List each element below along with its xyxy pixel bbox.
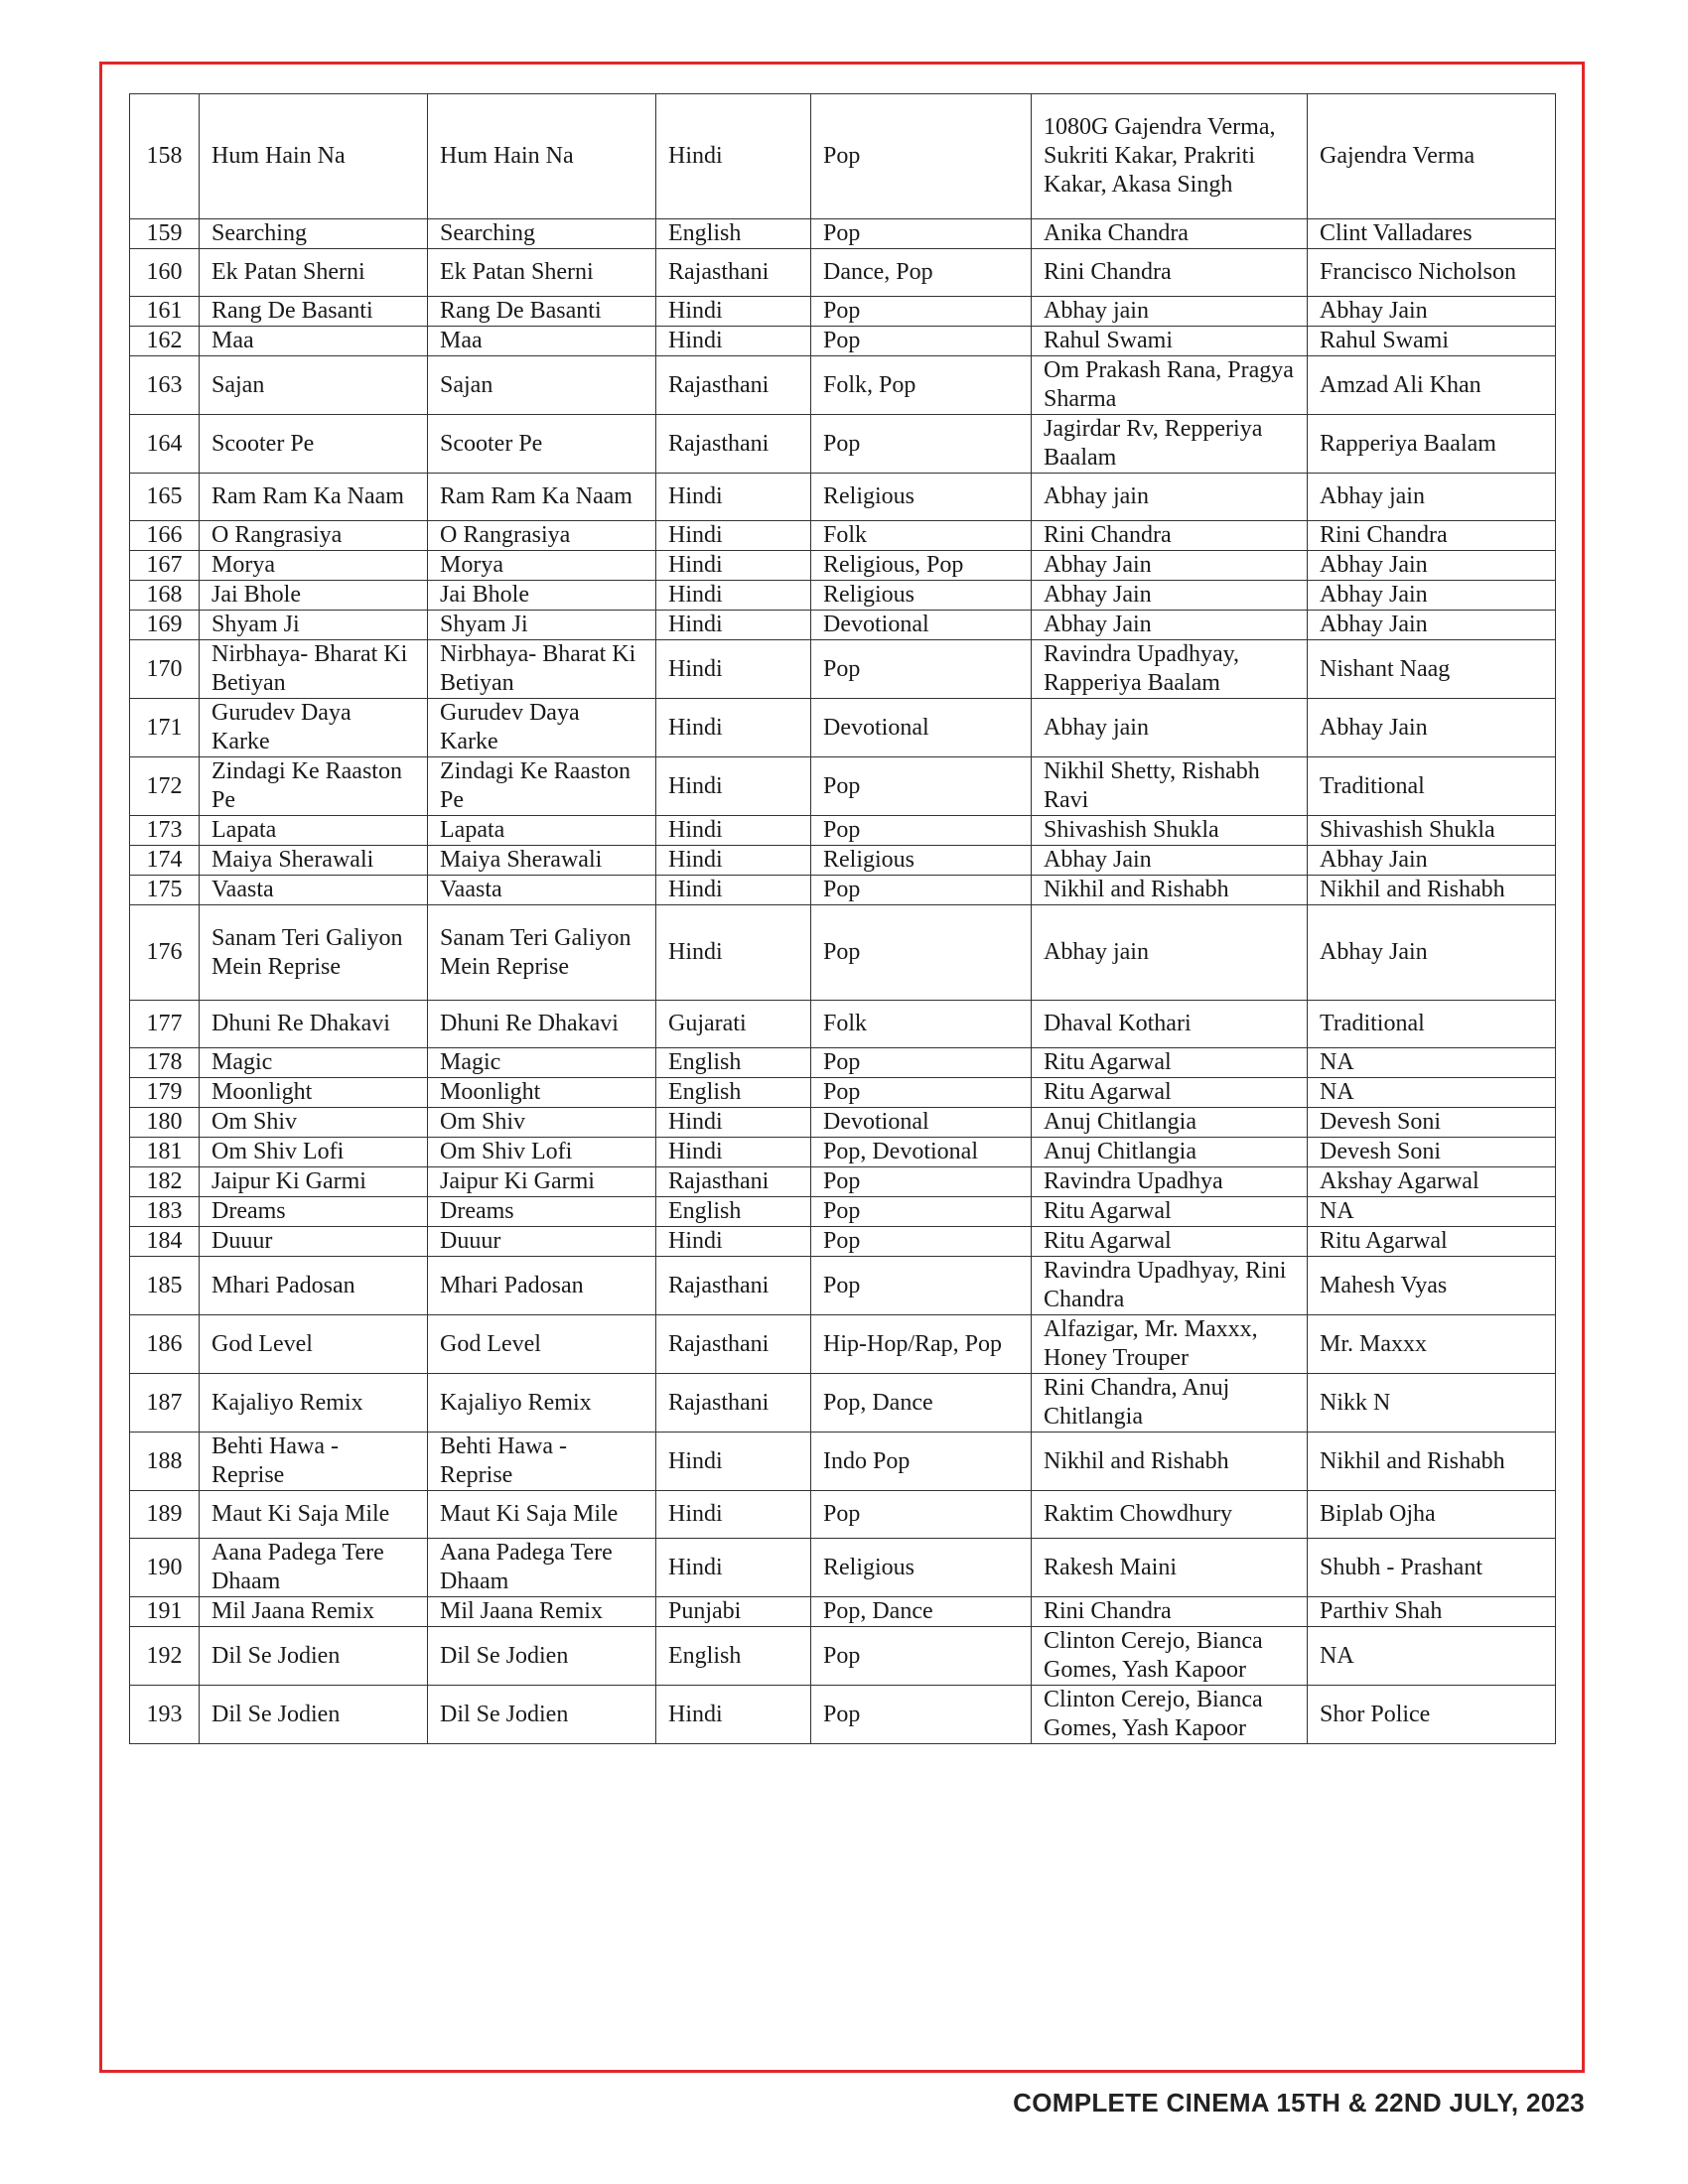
genre-cell: Pop — [811, 1491, 1032, 1539]
serial-number-cell: 188 — [130, 1433, 200, 1491]
serial-number-cell: 175 — [130, 876, 200, 905]
artists-cell: Abhay jain — [1032, 905, 1308, 1001]
table-row — [130, 905, 1556, 1001]
genre-cell: Folk — [811, 521, 1032, 551]
serial-number-cell: 174 — [130, 846, 200, 876]
genre-cell: Pop — [811, 757, 1032, 816]
table-row — [130, 474, 1556, 521]
artists-cell: Ritu Agarwal — [1032, 1078, 1308, 1108]
serial-number-cell: 184 — [130, 1227, 200, 1257]
serial-number-cell: 191 — [130, 1597, 200, 1627]
language-cell: Hindi — [656, 521, 811, 551]
composer-cell: NA — [1308, 1078, 1556, 1108]
artists-cell: Anuj Chitlangia — [1032, 1108, 1308, 1138]
composer-cell: Francisco Nicholson — [1308, 249, 1556, 297]
song-title-cell: Mil Jaana Remix — [200, 1597, 428, 1627]
artists-cell: Raktim Chowdhury — [1032, 1491, 1308, 1539]
artists-cell: Om Prakash Rana, Pragya Sharma — [1032, 356, 1308, 415]
song-title-cell: O Rangrasiya — [200, 521, 428, 551]
artists-cell: Ravindra Upadhya — [1032, 1167, 1308, 1197]
composer-cell: Gajendra Verma — [1308, 94, 1556, 219]
language-cell: Hindi — [656, 551, 811, 581]
artists-cell: Ritu Agarwal — [1032, 1048, 1308, 1078]
genre-cell: Dance, Pop — [811, 249, 1032, 297]
language-cell: Hindi — [656, 1108, 811, 1138]
artists-cell: Ravindra Upadhyay, Rapperiya Baalam — [1032, 640, 1308, 699]
composer-cell: Ritu Agarwal — [1308, 1227, 1556, 1257]
table-row — [130, 1108, 1556, 1138]
composer-cell: Nikhil and Rishabh — [1308, 1433, 1556, 1491]
album-title-cell: Behti Hawa - Reprise — [428, 1433, 656, 1491]
artists-cell: Alfazigar, Mr. Maxxx, Honey Trouper — [1032, 1315, 1308, 1374]
song-title-cell: Om Shiv Lofi — [200, 1138, 428, 1167]
language-cell: Hindi — [656, 611, 811, 640]
composer-cell: Abhay Jain — [1308, 581, 1556, 611]
serial-number-cell: 172 — [130, 757, 200, 816]
composer-cell: Rini Chandra — [1308, 521, 1556, 551]
genre-cell: Pop — [811, 1227, 1032, 1257]
song-title-cell: Kajaliyo Remix — [200, 1374, 428, 1433]
genre-cell: Devotional — [811, 699, 1032, 757]
language-cell: Hindi — [656, 297, 811, 327]
table-row — [130, 1167, 1556, 1197]
serial-number-cell: 160 — [130, 249, 200, 297]
serial-number-cell: 183 — [130, 1197, 200, 1227]
serial-number-cell: 173 — [130, 816, 200, 846]
table-row — [130, 1627, 1556, 1686]
composer-cell: Nikhil and Rishabh — [1308, 876, 1556, 905]
album-title-cell: Sanam Teri Galiyon Mein Reprise — [428, 905, 656, 1001]
table-row — [130, 640, 1556, 699]
composer-cell: Abhay Jain — [1308, 699, 1556, 757]
table-row — [130, 846, 1556, 876]
serial-number-cell: 178 — [130, 1048, 200, 1078]
language-cell: Hindi — [656, 581, 811, 611]
album-title-cell: Duuur — [428, 1227, 656, 1257]
composer-cell: Traditional — [1308, 757, 1556, 816]
song-title-cell: Hum Hain Na — [200, 94, 428, 219]
song-title-cell: Om Shiv — [200, 1108, 428, 1138]
album-title-cell: Hum Hain Na — [428, 94, 656, 219]
song-title-cell: Jai Bhole — [200, 581, 428, 611]
serial-number-cell: 168 — [130, 581, 200, 611]
language-cell: English — [656, 1627, 811, 1686]
artists-cell: 1080G Gajendra Verma, Sukriti Kakar, Prakriti Kakar, Akasa Singh — [1032, 94, 1308, 219]
serial-number-cell: 179 — [130, 1078, 200, 1108]
song-title-cell: Scooter Pe — [200, 415, 428, 474]
table-row — [130, 327, 1556, 356]
artists-cell: Rini Chandra — [1032, 521, 1308, 551]
artists-cell: Abhay jain — [1032, 474, 1308, 521]
composer-cell: Shor Police — [1308, 1686, 1556, 1744]
album-title-cell: Mhari Padosan — [428, 1257, 656, 1315]
composer-cell: Parthiv Shah — [1308, 1597, 1556, 1627]
album-title-cell: Dil Se Jodien — [428, 1627, 656, 1686]
serial-number-cell: 171 — [130, 699, 200, 757]
song-title-cell: Maut Ki Saja Mile — [200, 1491, 428, 1539]
table-row — [130, 1433, 1556, 1491]
song-title-cell: Behti Hawa - Reprise — [200, 1433, 428, 1491]
genre-cell: Religious — [811, 581, 1032, 611]
language-cell: Hindi — [656, 905, 811, 1001]
song-title-cell: Dil Se Jodien — [200, 1686, 428, 1744]
album-title-cell: Jai Bhole — [428, 581, 656, 611]
language-cell: Rajasthani — [656, 1374, 811, 1433]
album-title-cell: Ek Patan Sherni — [428, 249, 656, 297]
composer-cell: Shivashish Shukla — [1308, 816, 1556, 846]
artists-cell: Shivashish Shukla — [1032, 816, 1308, 846]
album-title-cell: Dreams — [428, 1197, 656, 1227]
language-cell: Hindi — [656, 876, 811, 905]
composer-cell: Clint Valladares — [1308, 219, 1556, 249]
language-cell: Hindi — [656, 846, 811, 876]
table-row — [130, 415, 1556, 474]
composer-cell: Mahesh Vyas — [1308, 1257, 1556, 1315]
genre-cell: Pop — [811, 816, 1032, 846]
genre-cell: Pop — [811, 94, 1032, 219]
genre-cell: Hip-Hop/Rap, Pop — [811, 1315, 1032, 1374]
song-title-cell: Sanam Teri Galiyon Mein Reprise — [200, 905, 428, 1001]
song-title-cell: God Level — [200, 1315, 428, 1374]
composer-cell: Akshay Agarwal — [1308, 1167, 1556, 1197]
table-row — [130, 1078, 1556, 1108]
composer-cell: Mr. Maxxx — [1308, 1315, 1556, 1374]
artists-cell: Nikhil and Rishabh — [1032, 876, 1308, 905]
composer-cell: Biplab Ojha — [1308, 1491, 1556, 1539]
album-title-cell: Maa — [428, 327, 656, 356]
table-row — [130, 1197, 1556, 1227]
composer-cell: Rahul Swami — [1308, 327, 1556, 356]
artists-cell: Abhay Jain — [1032, 611, 1308, 640]
artists-cell: Rini Chandra — [1032, 249, 1308, 297]
artists-cell: Ritu Agarwal — [1032, 1227, 1308, 1257]
song-title-cell: Zindagi Ke Raaston Pe — [200, 757, 428, 816]
table-row — [130, 1001, 1556, 1048]
genre-cell: Religious — [811, 1539, 1032, 1597]
table-row — [130, 249, 1556, 297]
table-row — [130, 1491, 1556, 1539]
genre-cell: Pop — [811, 1627, 1032, 1686]
language-cell: Rajasthani — [656, 1315, 811, 1374]
album-title-cell: Scooter Pe — [428, 415, 656, 474]
serial-number-cell: 169 — [130, 611, 200, 640]
language-cell: Hindi — [656, 640, 811, 699]
song-title-cell: Maiya Sherawali — [200, 846, 428, 876]
genre-cell: Folk, Pop — [811, 356, 1032, 415]
genre-cell: Indo Pop — [811, 1433, 1032, 1491]
composer-cell: Abhay Jain — [1308, 611, 1556, 640]
table-row — [130, 581, 1556, 611]
table-row — [130, 94, 1556, 219]
language-cell: Punjabi — [656, 1597, 811, 1627]
serial-number-cell: 164 — [130, 415, 200, 474]
album-title-cell: O Rangrasiya — [428, 521, 656, 551]
language-cell: Hindi — [656, 474, 811, 521]
composer-cell: Abhay jain — [1308, 474, 1556, 521]
song-title-cell: Moonlight — [200, 1078, 428, 1108]
genre-cell: Devotional — [811, 611, 1032, 640]
language-cell: Hindi — [656, 757, 811, 816]
language-cell: Hindi — [656, 1433, 811, 1491]
artists-cell: Anika Chandra — [1032, 219, 1308, 249]
language-cell: Rajasthani — [656, 1257, 811, 1315]
genre-cell: Pop — [811, 876, 1032, 905]
language-cell: English — [656, 1078, 811, 1108]
table-row — [130, 1257, 1556, 1315]
artists-cell: Abhay Jain — [1032, 581, 1308, 611]
album-title-cell: Rang De Basanti — [428, 297, 656, 327]
language-cell: Rajasthani — [656, 415, 811, 474]
genre-cell: Pop, Devotional — [811, 1138, 1032, 1167]
genre-cell: Religious — [811, 474, 1032, 521]
serial-number-cell: 181 — [130, 1138, 200, 1167]
album-title-cell: Aana Padega Tere Dhaam — [428, 1539, 656, 1597]
song-title-cell: Lapata — [200, 816, 428, 846]
artists-cell: Rakesh Maini — [1032, 1539, 1308, 1597]
song-title-cell: Maa — [200, 327, 428, 356]
song-title-cell: Dil Se Jodien — [200, 1627, 428, 1686]
table-row — [130, 816, 1556, 846]
composer-cell: Traditional — [1308, 1001, 1556, 1048]
album-title-cell: Om Shiv — [428, 1108, 656, 1138]
serial-number-cell: 176 — [130, 905, 200, 1001]
artists-cell: Clinton Cerejo, Bianca Gomes, Yash Kapoor — [1032, 1627, 1308, 1686]
album-title-cell: Ram Ram Ka Naam — [428, 474, 656, 521]
artists-cell: Nikhil and Rishabh — [1032, 1433, 1308, 1491]
table-row — [130, 1686, 1556, 1744]
genre-cell: Pop — [811, 415, 1032, 474]
genre-cell: Pop, Dance — [811, 1597, 1032, 1627]
album-title-cell: Sajan — [428, 356, 656, 415]
song-title-cell: Dhuni Re Dhakavi — [200, 1001, 428, 1048]
album-title-cell: Gurudev Daya Karke — [428, 699, 656, 757]
genre-cell: Pop — [811, 297, 1032, 327]
artists-cell: Clinton Cerejo, Bianca Gomes, Yash Kapoor — [1032, 1686, 1308, 1744]
genre-cell: Pop, Dance — [811, 1374, 1032, 1433]
serial-number-cell: 170 — [130, 640, 200, 699]
language-cell: Hindi — [656, 94, 811, 219]
language-cell: Gujarati — [656, 1001, 811, 1048]
language-cell: Rajasthani — [656, 249, 811, 297]
footer-publication-date: COMPLETE CINEMA 15TH & 22ND JULY, 2023 — [1013, 2088, 1585, 2117]
serial-number-cell: 182 — [130, 1167, 200, 1197]
serial-number-cell: 180 — [130, 1108, 200, 1138]
genre-cell: Pop — [811, 1048, 1032, 1078]
song-title-cell: Shyam Ji — [200, 611, 428, 640]
album-title-cell: Morya — [428, 551, 656, 581]
composer-cell: Nishant Naag — [1308, 640, 1556, 699]
serial-number-cell: 187 — [130, 1374, 200, 1433]
album-title-cell: Dil Se Jodien — [428, 1686, 656, 1744]
serial-number-cell: 177 — [130, 1001, 200, 1048]
serial-number-cell: 185 — [130, 1257, 200, 1315]
serial-number-cell: 165 — [130, 474, 200, 521]
genre-cell: Pop — [811, 640, 1032, 699]
serial-number-cell: 162 — [130, 327, 200, 356]
album-title-cell: Dhuni Re Dhakavi — [428, 1001, 656, 1048]
language-cell: Hindi — [656, 327, 811, 356]
language-cell: Hindi — [656, 1138, 811, 1167]
album-title-cell: God Level — [428, 1315, 656, 1374]
artists-cell: Nikhil Shetty, Rishabh Ravi — [1032, 757, 1308, 816]
song-title-cell: Jaipur Ki Garmi — [200, 1167, 428, 1197]
language-cell: Hindi — [656, 699, 811, 757]
serial-number-cell: 158 — [130, 94, 200, 219]
table-row — [130, 521, 1556, 551]
table-row — [130, 551, 1556, 581]
song-title-cell: Nirbhaya- Bharat Ki Betiyan — [200, 640, 428, 699]
genre-cell: Folk — [811, 1001, 1032, 1048]
album-title-cell: Magic — [428, 1048, 656, 1078]
serial-number-cell: 167 — [130, 551, 200, 581]
album-title-cell: Om Shiv Lofi — [428, 1138, 656, 1167]
composer-cell: Abhay Jain — [1308, 297, 1556, 327]
song-title-cell: Morya — [200, 551, 428, 581]
artists-cell: Abhay Jain — [1032, 551, 1308, 581]
artists-cell: Anuj Chitlangia — [1032, 1138, 1308, 1167]
table-row — [130, 1315, 1556, 1374]
composer-cell: Abhay Jain — [1308, 551, 1556, 581]
composer-cell: NA — [1308, 1197, 1556, 1227]
language-cell: Rajasthani — [656, 1167, 811, 1197]
composer-cell: Devesh Soni — [1308, 1108, 1556, 1138]
genre-cell: Pop — [811, 1167, 1032, 1197]
song-title-cell: Duuur — [200, 1227, 428, 1257]
composer-cell: Abhay Jain — [1308, 905, 1556, 1001]
album-title-cell: Kajaliyo Remix — [428, 1374, 656, 1433]
album-title-cell: Vaasta — [428, 876, 656, 905]
genre-cell: Pop — [811, 905, 1032, 1001]
genre-cell: Religious — [811, 846, 1032, 876]
album-title-cell: Zindagi Ke Raaston Pe — [428, 757, 656, 816]
table-row — [130, 1597, 1556, 1627]
composer-cell: Amzad Ali Khan — [1308, 356, 1556, 415]
table-row — [130, 356, 1556, 415]
artists-cell: Rini Chandra, Anuj Chitlangia — [1032, 1374, 1308, 1433]
language-cell: Hindi — [656, 1227, 811, 1257]
serial-number-cell: 161 — [130, 297, 200, 327]
genre-cell: Religious, Pop — [811, 551, 1032, 581]
artists-cell: Abhay jain — [1032, 297, 1308, 327]
composer-cell: Abhay Jain — [1308, 846, 1556, 876]
genre-cell: Devotional — [811, 1108, 1032, 1138]
genre-cell: Pop — [811, 219, 1032, 249]
songs-table — [129, 93, 1556, 1744]
song-title-cell: Ek Patan Sherni — [200, 249, 428, 297]
genre-cell: Pop — [811, 327, 1032, 356]
language-cell: English — [656, 1197, 811, 1227]
table-row — [130, 757, 1556, 816]
album-title-cell: Maut Ki Saja Mile — [428, 1491, 656, 1539]
artists-cell: Abhay Jain — [1032, 846, 1308, 876]
language-cell: Rajasthani — [656, 356, 811, 415]
serial-number-cell: 163 — [130, 356, 200, 415]
serial-number-cell: 166 — [130, 521, 200, 551]
language-cell: Hindi — [656, 1686, 811, 1744]
composer-cell: NA — [1308, 1048, 1556, 1078]
artists-cell: Jagirdar Rv, Repperiya Baalam — [1032, 415, 1308, 474]
album-title-cell: Maiya Sherawali — [428, 846, 656, 876]
album-title-cell: Moonlight — [428, 1078, 656, 1108]
serial-number-cell: 186 — [130, 1315, 200, 1374]
table-row — [130, 1227, 1556, 1257]
artists-cell: Abhay jain — [1032, 699, 1308, 757]
artists-cell: Rini Chandra — [1032, 1597, 1308, 1627]
table-row — [130, 1374, 1556, 1433]
song-title-cell: Mhari Padosan — [200, 1257, 428, 1315]
table-row — [130, 297, 1556, 327]
album-title-cell: Mil Jaana Remix — [428, 1597, 656, 1627]
composer-cell: Rapperiya Baalam — [1308, 415, 1556, 474]
composer-cell: Shubh - Prashant — [1308, 1539, 1556, 1597]
language-cell: Hindi — [656, 816, 811, 846]
genre-cell: Pop — [811, 1078, 1032, 1108]
song-title-cell: Dreams — [200, 1197, 428, 1227]
serial-number-cell: 189 — [130, 1491, 200, 1539]
genre-cell: Pop — [811, 1197, 1032, 1227]
language-cell: Hindi — [656, 1539, 811, 1597]
table-row — [130, 219, 1556, 249]
language-cell: Hindi — [656, 1491, 811, 1539]
song-title-cell: Gurudev Daya Karke — [200, 699, 428, 757]
artists-cell: Rahul Swami — [1032, 327, 1308, 356]
album-title-cell: Shyam Ji — [428, 611, 656, 640]
song-title-cell: Searching — [200, 219, 428, 249]
serial-number-cell: 190 — [130, 1539, 200, 1597]
table-row — [130, 611, 1556, 640]
table-row — [130, 1539, 1556, 1597]
song-title-cell: Magic — [200, 1048, 428, 1078]
composer-cell: Nikk N — [1308, 1374, 1556, 1433]
serial-number-cell: 193 — [130, 1686, 200, 1744]
table-body — [130, 94, 1556, 1744]
song-title-cell: Aana Padega Tere Dhaam — [200, 1539, 428, 1597]
language-cell: English — [656, 219, 811, 249]
table-row — [130, 1138, 1556, 1167]
table-row — [130, 699, 1556, 757]
artists-cell: Ritu Agarwal — [1032, 1197, 1308, 1227]
song-title-cell: Vaasta — [200, 876, 428, 905]
genre-cell: Pop — [811, 1686, 1032, 1744]
album-title-cell: Nirbhaya- Bharat Ki Betiyan — [428, 640, 656, 699]
genre-cell: Pop — [811, 1257, 1032, 1315]
song-title-cell: Sajan — [200, 356, 428, 415]
composer-cell: NA — [1308, 1627, 1556, 1686]
album-title-cell: Lapata — [428, 816, 656, 846]
song-title-cell: Ram Ram Ka Naam — [200, 474, 428, 521]
artists-cell: Dhaval Kothari — [1032, 1001, 1308, 1048]
composer-cell: Devesh Soni — [1308, 1138, 1556, 1167]
language-cell: English — [656, 1048, 811, 1078]
table-row — [130, 1048, 1556, 1078]
album-title-cell: Jaipur Ki Garmi — [428, 1167, 656, 1197]
table-row — [130, 876, 1556, 905]
artists-cell: Ravindra Upadhyay, Rini Chandra — [1032, 1257, 1308, 1315]
serial-number-cell: 192 — [130, 1627, 200, 1686]
serial-number-cell: 159 — [130, 219, 200, 249]
song-title-cell: Rang De Basanti — [200, 297, 428, 327]
album-title-cell: Searching — [428, 219, 656, 249]
